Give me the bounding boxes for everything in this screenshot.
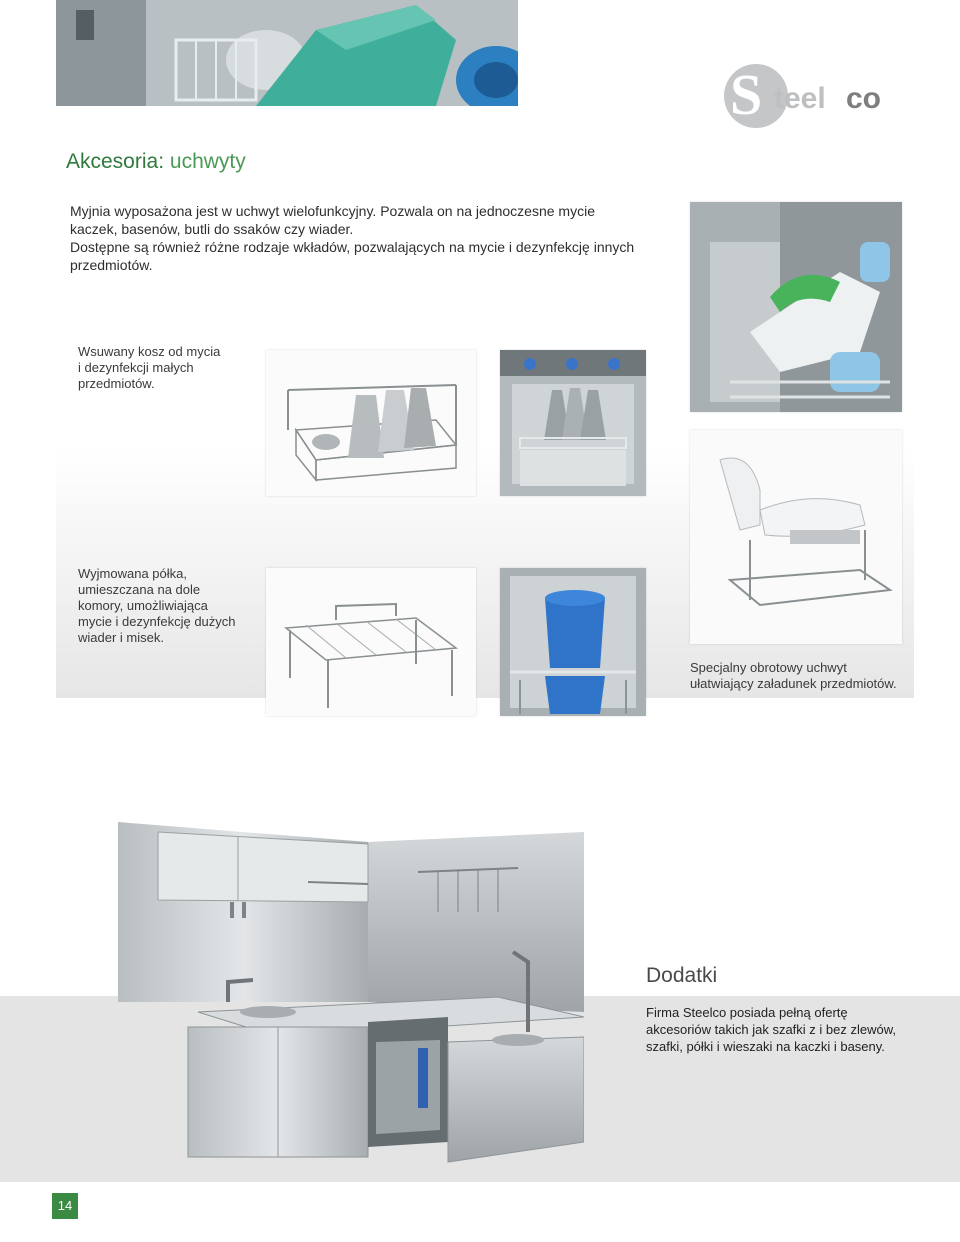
- steelco-logo-mark: [722, 62, 912, 130]
- photo-loading-holder: [690, 202, 902, 412]
- shelf-image: [266, 568, 476, 716]
- intro-line: kaczek, basenów, butli do ssaków czy wiader.: [70, 221, 354, 237]
- caption-line: ułatwiający załadunek przedmiotów.: [690, 676, 897, 691]
- intro-line: Dostępne są również różne rodzaje wkładów, pozwalających na mycie i dezynfekcję innych: [70, 239, 635, 255]
- caption-line: i dezynfekcji małych: [78, 360, 194, 375]
- caption-line: komory, umożliwiająca: [78, 598, 208, 613]
- photo-rotating-holder: [690, 430, 902, 644]
- caption-rotating: [690, 660, 920, 692]
- washer-interior-image: [56, 0, 518, 106]
- top-photo-washer-interior: [56, 0, 518, 106]
- basket-image: [266, 350, 476, 496]
- photo-basket: [266, 350, 476, 496]
- page-number: 14: [52, 1193, 78, 1219]
- washer-basket-image: [500, 350, 646, 496]
- steel-furniture-image: [118, 812, 584, 1174]
- heading-sub: uchwyty: [169, 150, 246, 173]
- caption-line: umieszczana na dole: [78, 582, 201, 597]
- svg-text:S: S: [730, 62, 763, 127]
- caption-line: wiader i misek.: [78, 630, 164, 645]
- caption-line: Specjalny obrotowy uchwyt: [690, 660, 847, 675]
- svg-text:teel: teel: [774, 82, 826, 115]
- intro-line: przedmiotów.: [70, 257, 153, 273]
- intro-line: Myjnia wyposażona jest w uchwyt wielofunkcyjny. Pozwala on na jednoczesne mycie: [70, 203, 595, 219]
- caption-line: przedmiotów.: [78, 376, 155, 391]
- dodatki-title: Dodatki: [646, 964, 718, 987]
- dodatki-line: Firma Steelco posiada pełną ofertę: [646, 1005, 848, 1020]
- caption-line: Wyjmowana półka,: [78, 566, 187, 581]
- steelco-logo: [722, 62, 912, 130]
- loading-holder-image: [690, 202, 902, 412]
- caption-line: Wsuwany kosz od mycia: [78, 344, 221, 359]
- svg-text:co: co: [846, 82, 882, 115]
- page-heading: [66, 150, 246, 174]
- dodatki-line: akcesoriów takich jak szafki z i bez zlewów,: [646, 1022, 896, 1037]
- heading-main: Akcesoria:: [66, 150, 165, 173]
- photo-washer-bucket: [500, 568, 646, 716]
- photo-washer-basket: [500, 350, 646, 496]
- photo-steel-furniture: [118, 812, 584, 1174]
- dodatki-line: szafki, półki i wieszaki na kaczki i baseny.: [646, 1039, 885, 1054]
- dodatki-text: [646, 1004, 936, 1055]
- washer-bucket-image: [500, 568, 646, 716]
- caption-line: mycie i dezynfekcję dużych: [78, 614, 236, 629]
- intro-text: [70, 202, 670, 274]
- rotating-holder-image: [690, 430, 902, 644]
- photo-shelf: [266, 568, 476, 716]
- caption-shelf: [78, 566, 258, 646]
- caption-basket: [78, 344, 258, 392]
